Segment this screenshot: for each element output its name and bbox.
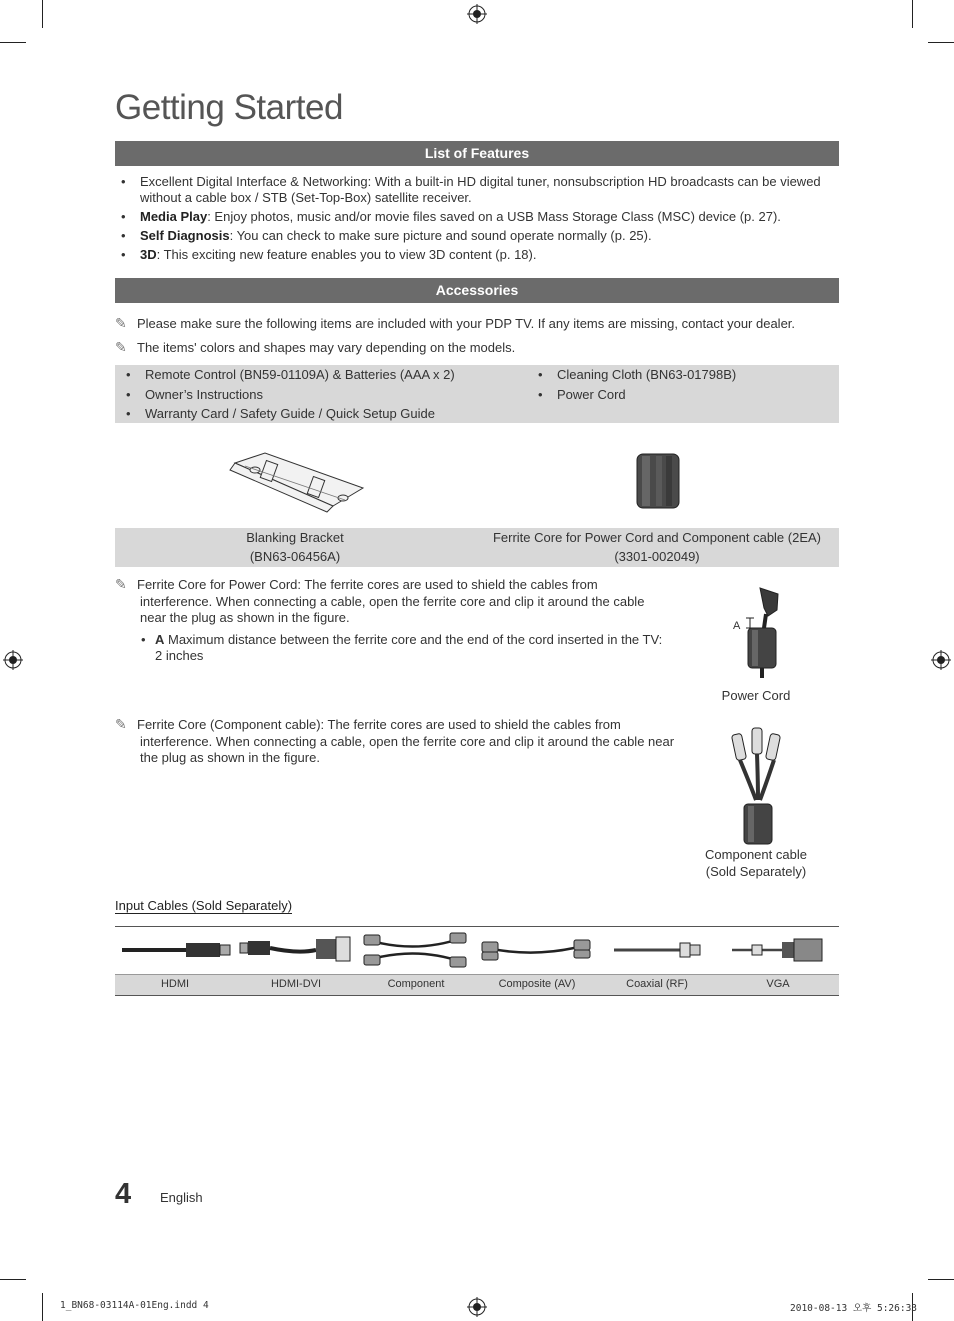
accessories-list-box [115,365,839,423]
cable-label: HDMI [160,978,190,990]
registration-mark-icon [931,650,951,670]
crop-mark [0,1279,26,1280]
coaxial-rf-cable-icon [612,938,704,962]
crop-mark [928,42,954,43]
note-line: ✎ The items' colors and shapes may vary depending on the models. [115,339,516,355]
cable-label: HDMI-DVI [270,978,322,990]
ferrite-core-image [634,450,682,512]
ferrite-component-note: ✎ Ferrite Core (Component cable): The ferrite cores are used to shield the cables from interference. When connecting a cable, open the ferrite core and clip it around the cable near the plug as shown in the figure. [115,716,675,765]
crop-mark [42,0,43,28]
ferrite-caption: Ferrite Core for Power Cord and Component cable (2EA) (3301-002049) [492,530,822,564]
cable-label: Coaxial (RF) [626,978,688,990]
crop-mark [912,0,913,28]
pencil-note-icon: ✎ [115,339,127,355]
accessories-header: Accessories [115,278,839,303]
component-cable-caption: Component cable (Sold Separately) [705,847,807,879]
registration-mark-icon [467,1297,487,1317]
page-language: English [160,1190,203,1205]
list-item: • 3D: This exciting new feature enables you to view 3D content (p. 18). [121,247,537,262]
pencil-note-icon: ✎ [115,315,127,331]
slug-filename: 1_BN68-03114A-01Eng.indd 4 [60,1300,209,1311]
dimension-label: A [733,620,741,632]
cable-label: VGA [766,978,790,990]
vga-cable-icon [730,936,826,964]
list-item: • Self Diagnosis: You can check to make sure picture and sound operate normally (p. 25). [121,228,652,243]
component-cable-icon [362,930,470,970]
component-cable-ferrite-image [728,722,788,850]
pencil-note-icon: ✎ [115,576,127,592]
page-number: 4 [115,1178,132,1210]
crop-mark [0,42,26,43]
cable-label: Component [387,978,445,990]
note-line: ✎ Please make sure the following items are included with your PDP TV. If any items are missing, contact your dealer. [115,315,796,331]
power-cord-ferrite-image [730,586,785,682]
hdmi-dvi-cable-icon [238,934,354,964]
bracket-caption: Blanking Bracket (BN63-06456A) [246,530,344,564]
page-title: Getting Started [115,88,343,127]
hdmi-cable-icon [120,936,232,964]
list-item: • Warranty Card / Safety Guide / Quick Setup Guide [126,406,435,421]
crop-mark [928,1279,954,1280]
slug-timestamp: 2010-08-13 오후 5:26:33 [790,1303,918,1314]
composite-av-cable-icon [480,934,594,966]
cable-label: Composite (AV) [498,978,576,990]
crop-mark [42,1293,43,1321]
ferrite-power-note: ✎ Ferrite Core for Power Cord: The ferrite cores are used to shield the cables from interference. When connecting a cable, open the ferrite core and clip it around the cable near the plug as shown in the figure. • A Maximum distance between the ferrite core and the end of the cord inserted in the TV: 2 inches [115,576,663,663]
registration-mark-icon [3,650,23,670]
list-item: • Power Cord [538,387,626,402]
accessories-caption-box [115,528,839,567]
power-cord-caption: Power Cord [721,688,791,703]
input-cables-heading: Input Cables (Sold Separately) [115,898,293,913]
list-item: • Excellent Digital Interface & Networking: With a built-in HD digital tuner, nonsubscription HD broadcasts can be viewed without a cable box / STB (Set-Top-Box) satellite receiver. [121,174,821,205]
registration-mark-icon [467,4,487,24]
features-list [118,174,838,266]
list-item: • Remote Control (BN59-01109A) & Batteries (AAA x 2) [126,367,455,382]
features-header: List of Features [115,141,839,166]
pencil-note-icon: ✎ [115,716,127,732]
list-item: • Cleaning Cloth (BN63-01798B) [538,367,737,382]
list-item: • Owner’s Instructions [126,387,264,402]
blanking-bracket-image [225,448,367,514]
cable-labels-row [115,974,839,995]
list-item: • Media Play: Enjoy photos, music and/or movie files saved on a USB Mass Storage Class (MSC) device (p. 27). [121,209,781,224]
